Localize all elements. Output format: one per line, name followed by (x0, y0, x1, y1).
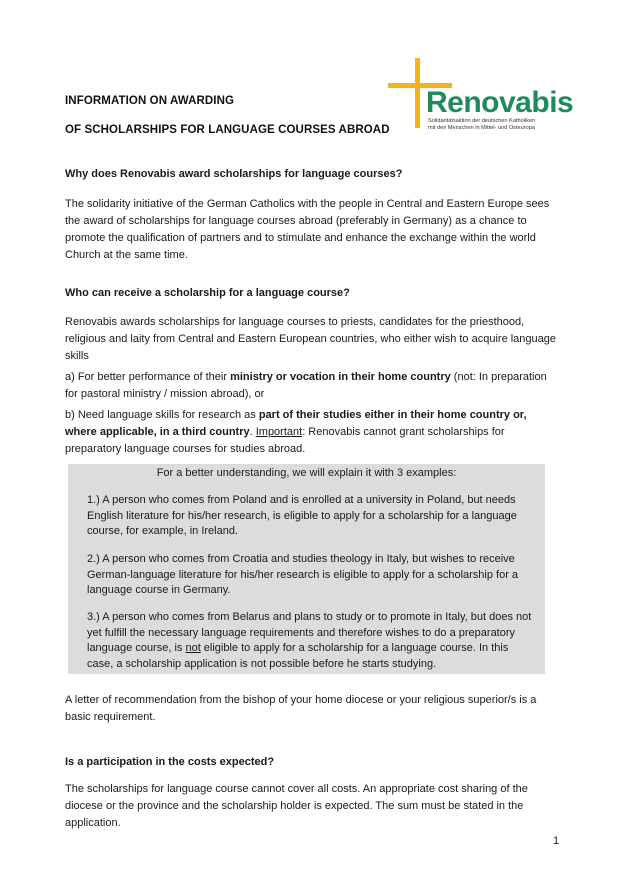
point-a-text-1: a) For better performance of their (65, 371, 231, 383)
point-b-bold: part of their studies either in their home country or, where applicable, in a third country (65, 409, 527, 438)
point-a-bold: ministry or vocation in their home country (230, 371, 451, 383)
document-title-line-2: OF SCHOLARSHIPS FOR LANGUAGE COURSES ABROAD (65, 124, 390, 136)
point-b-text-3: : Renovabis cannot grant scholarships for preparatory language courses for studies abroad. (65, 426, 505, 455)
logo-wordmark: Renovabis (426, 86, 574, 119)
examples-intro: For a better understanding, we will explain it with 3 examples: (156, 467, 457, 479)
page-number: 1 (553, 835, 560, 847)
section-body-why: The solidarity initiative of the German Catholics with the people in Central and Eastern Europe sees the award of scholarships for language courses abroad (preferably in Germany) as a chance to promote the qualification of partners and to stimulate and enhance the exchange within the world Church at the same time. (65, 198, 550, 261)
example-1: 1.) A person who comes from Poland and is enrolled at a university in Poland, but needs English literature for his/her research, is eligible to apply for a scholarship for a language course, for example, in Ireland. (87, 494, 517, 538)
section-heading-who: Who can receive a scholarship for a language course? (65, 287, 350, 299)
section-body-costs: The scholarships for language course cannot cover all costs. An appropriate cost sharing of the diocese or the province and the scholarship holder is expected. The sum must be stated in the application. (65, 783, 528, 829)
section-heading-costs: Is a participation in the costs expected? (65, 756, 275, 768)
section-heading-why: Why does Renovabis award scholarships for language courses? (65, 168, 403, 180)
recommendation-requirement: A letter of recommendation from the bishop of your home diocese or your religious superior/s is a basic requirement. (65, 694, 537, 723)
criteria-point-a (65, 369, 561, 403)
example-3-text-1: 3.) A person who comes from Belarus and plans to study or to promote in Italy, but does not yet fulfill the necessary language requirements and therefore wishes to do a preparatory language course, is (87, 611, 532, 655)
logo-tagline-line-1: Solidaritätsaktion der deutschen Katholiken (428, 118, 536, 124)
example-3 (87, 610, 537, 672)
criteria-point-b (65, 407, 561, 458)
examples-box (68, 464, 545, 674)
section-body-who-intro: Renovabis awards scholarships for language courses to priests, candidates for the priesthood, religious and laity from Central and Eastern European countries, who either wish to acquire language skills (65, 316, 557, 362)
document-title-line-1: INFORMATION ON AWARDING (65, 95, 235, 107)
important-label: Important (255, 426, 303, 438)
renovabis-logo (388, 58, 588, 131)
logo-tagline-line-2: mit den Menschen in Mittel- und Osteuropa (428, 124, 535, 131)
point-b-text-2: . (249, 426, 256, 438)
logo-tagline (428, 118, 578, 131)
example-3-text-2: eligible to apply for a scholarship for a language course. In this case, a scholarship application is not possible before he starts studying. (87, 642, 509, 670)
point-b-text-1: b) Need language skills for research as (65, 409, 259, 421)
example-3-not: not (185, 642, 201, 655)
example-2: 2.) A person who comes from Croatia and studies theology in Italy, but wishes to receive German-language literature for his/her research is eligible to apply for a scholarship for a language course in Germany. (87, 553, 519, 597)
point-a-text-2: (not: In preparation for pastoral ministry / mission abroad), or (65, 371, 547, 400)
